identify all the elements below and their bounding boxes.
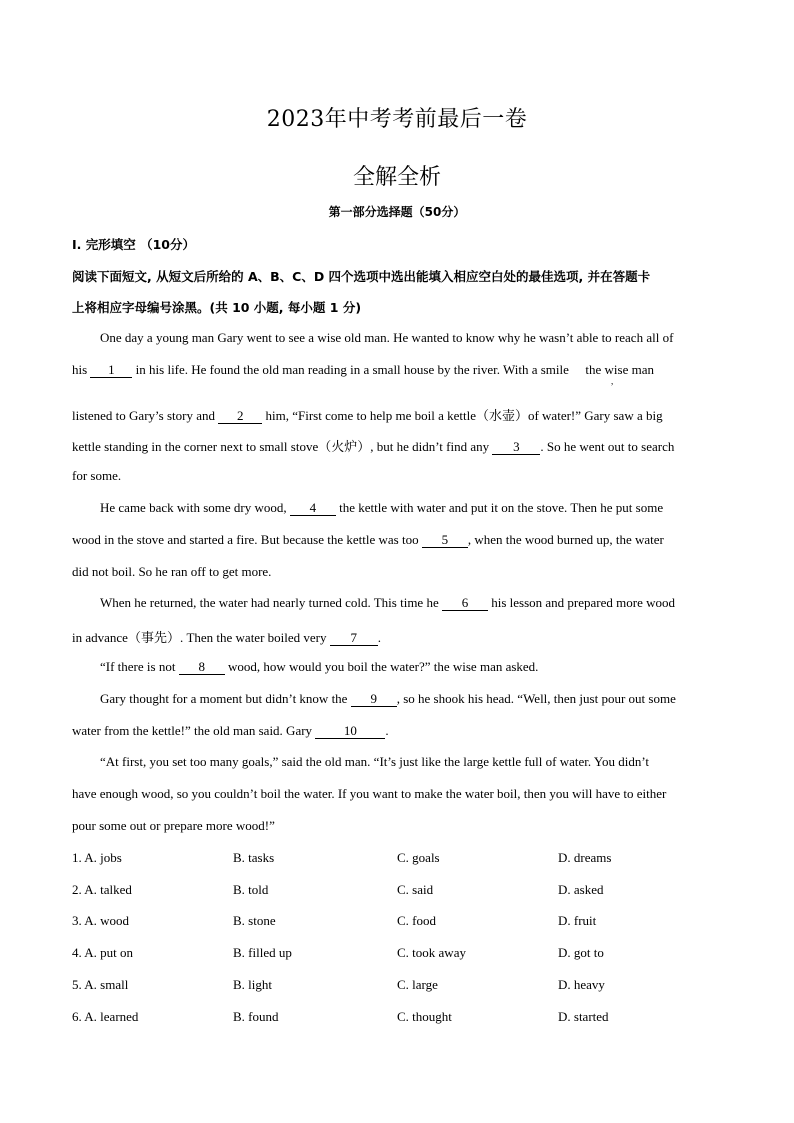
option-a: 1. A. jobs [72, 850, 122, 865]
option-d: D. dreams [558, 850, 612, 865]
option-d: D. heavy [558, 977, 605, 992]
blank-9: 9 [351, 692, 397, 707]
question-row [72, 945, 722, 963]
passage-text: water from the kettle!” the old man said. Gary [72, 723, 313, 738]
passage-text: the kettle with water and put it on the stove. Then he put some [339, 500, 664, 515]
passage-line [72, 627, 722, 646]
blank-3: 3 [492, 440, 540, 455]
blank-8: 8 [179, 660, 225, 675]
passage-text: , when the wood burned up, the water [467, 532, 664, 547]
option-c: C. food [397, 913, 436, 928]
option-c: C. goals [397, 850, 440, 865]
option-c: C. took away [397, 945, 466, 960]
question-row [72, 882, 722, 900]
option-b: B. tasks [233, 850, 275, 865]
option-c: C. large [397, 977, 438, 992]
option-a: 3. A. wood [72, 913, 130, 928]
passage-line: have enough wood, so you couldn’t boil the water. If you want to make the water boil, then you will have to either [72, 786, 667, 801]
question-row [72, 977, 722, 995]
option-d: D. asked [558, 882, 604, 897]
blank-7: 7 [330, 631, 378, 646]
instruction-line-1: 阅读下面短文, 从短文后所给的 A、B、C、D 四个选项中选出能填入相应空白处的最佳选项, 并在答题卡 [72, 269, 651, 284]
stray-comma-mark: , [611, 376, 614, 386]
passage-text: wood, how would you boil the water?” the wise man asked. [227, 659, 539, 674]
option-c: C. thought [397, 1009, 452, 1024]
option-b: B. light [233, 977, 273, 992]
passage-text: his [72, 362, 88, 377]
passage-line: did not boil. So he ran off to get more. [72, 564, 272, 579]
passage-text: He came back with some dry wood, [100, 500, 287, 515]
option-a: 5. A. small [72, 977, 129, 992]
blank-2: 2 [218, 409, 262, 424]
part-heading: 第一部分选择题（50分） [328, 205, 466, 219]
exam-title: 2023年中考考前最后一卷 [266, 107, 528, 132]
instruction-line-2: 上将相应字母编号涂黑。(共 10 小题, 每小题 1 分) [72, 300, 362, 315]
passage-line: “At first, you set too many goals,” said the old man. “It’s just like the large kettle full of water. You didn’t [100, 754, 650, 769]
blank-6: 6 [442, 596, 488, 611]
passage-line [100, 691, 722, 707]
passage-text: “If there is not [100, 659, 176, 674]
question-row [72, 1009, 722, 1027]
passage-text: When he returned, the water had nearly turned cold. This time he [100, 595, 439, 610]
passage-text: in his life. He found the old man reading in a small house by the river. With a smile [135, 362, 569, 377]
blank-1: 1 [90, 363, 132, 378]
section-heading: I. 完形填空 （10分） [72, 237, 195, 252]
passage-line [100, 500, 722, 516]
option-c: C. said [397, 882, 434, 897]
passage-line: for some. [72, 468, 122, 483]
passage-text: kettle standing in the corner next to small stove（火炉）, but he didn’t find any [72, 439, 490, 454]
passage-text: . [385, 723, 389, 738]
question-row [72, 913, 722, 931]
option-b: B. told [233, 882, 269, 897]
question-row [72, 850, 722, 868]
blank-10: 10 [315, 724, 385, 739]
option-d: D. got to [558, 945, 604, 960]
passage-text: , so he shook his head. “Well, then just pour out some [396, 691, 676, 706]
passage-text: . [377, 630, 381, 645]
option-b: B. filled up [233, 945, 292, 960]
passage-text: his lesson and prepared more wood [491, 595, 675, 610]
blank-4: 4 [290, 501, 336, 516]
option-b: B. stone [233, 913, 276, 928]
passage-line [100, 595, 722, 611]
passage-line [72, 362, 722, 378]
passage-text: Gary thought for a moment but didn’t know the [100, 691, 348, 706]
passage-line [72, 723, 722, 739]
option-a: 4. A. put on [72, 945, 134, 960]
passage-text: him, “First come to help me boil a kettle（水壶）of water!” Gary saw a big [265, 408, 663, 423]
blank-5: 5 [422, 533, 468, 548]
option-d: D. fruit [558, 913, 597, 928]
passage-text: listened to Gary’s story and [72, 408, 215, 423]
passage-text: . So he went out to search [540, 439, 675, 454]
option-a: 6. A. learned [72, 1009, 139, 1024]
passage-line [72, 405, 722, 424]
passage-text: the wise man [585, 362, 654, 377]
exam-subtitle: 全解全析 [352, 165, 441, 190]
passage-line [72, 436, 722, 455]
passage-line [72, 532, 722, 548]
option-d: D. started [558, 1009, 609, 1024]
passage-text: wood in the stove and started a fire. But because the kettle was too [72, 532, 419, 547]
passage-line [100, 659, 722, 675]
passage-line: One day a young man Gary went to see a wise old man. He wanted to know why he wasn’t able to reach all of [100, 330, 674, 345]
passage-text: in advance（事先）. Then the water boiled very [72, 630, 327, 645]
passage-line: pour some out or prepare more wood!” [72, 818, 275, 833]
option-b: B. found [233, 1009, 279, 1024]
option-a: 2. A. talked [72, 882, 132, 897]
